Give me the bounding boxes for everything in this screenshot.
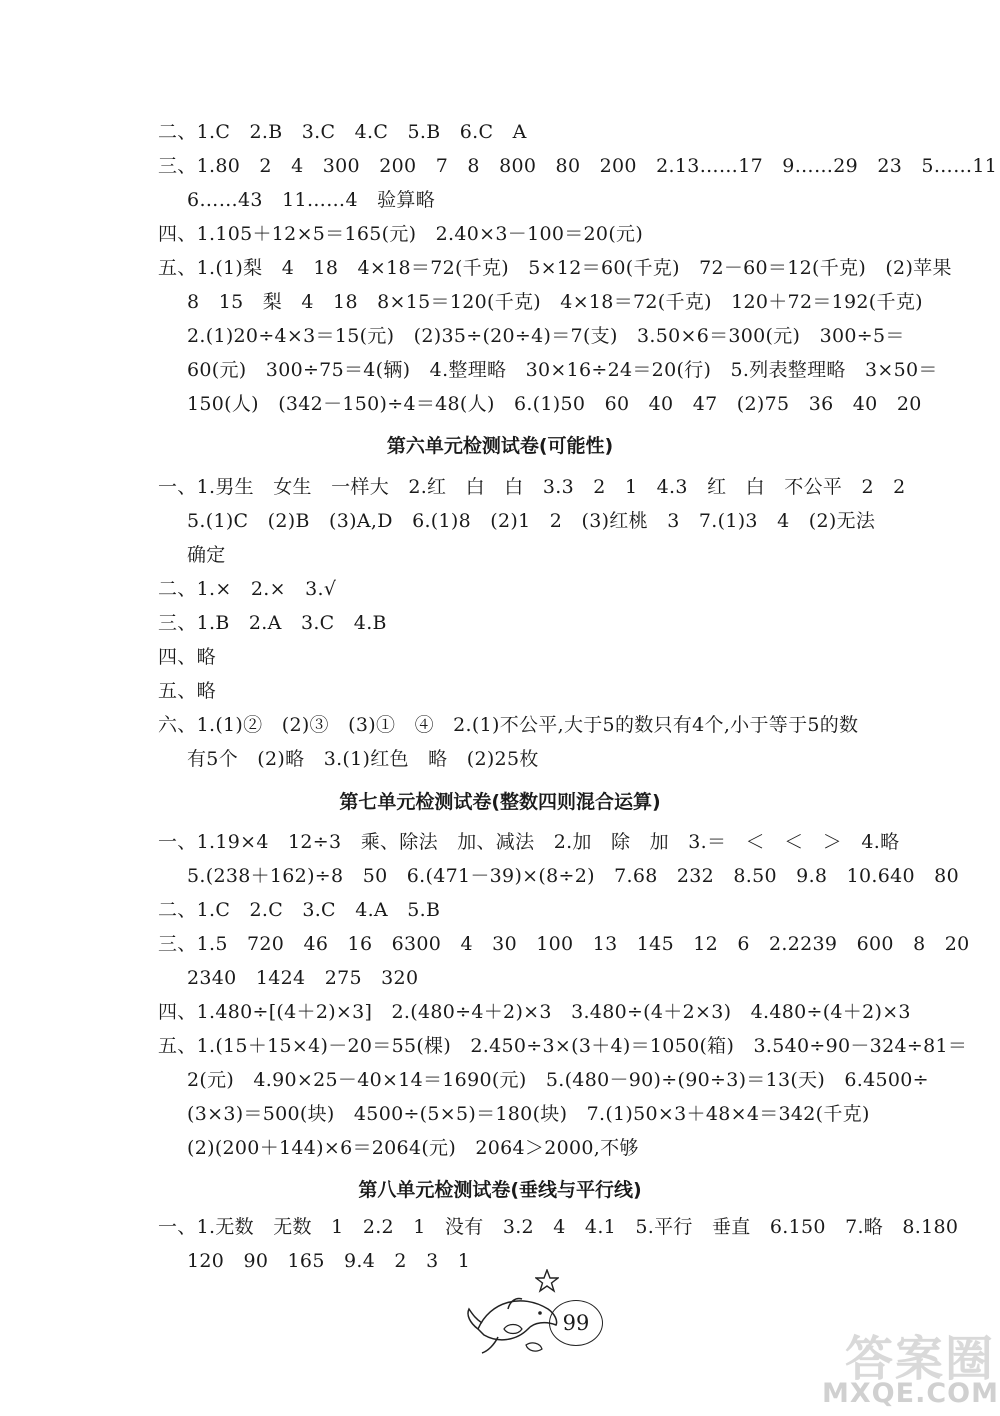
answer-line: (3×3)＝500(块) 4500÷(5×5)＝180(块) 7.(1)50×3＋48×4＝342(千克) <box>187 1103 870 1125</box>
answer-line: 二、1.C 2.C 3.C 4.A 5.B <box>158 899 441 921</box>
star-icon <box>535 1269 559 1293</box>
answer-line: 一、1.无数 无数 1 2.2 1 没有 3.2 4 4.1 5.平行 垂直 6.150 7.略 8.180 <box>158 1216 959 1238</box>
answer-line: 6……43 11……4 验算略 <box>187 189 436 211</box>
answer-line: 120 90 165 9.4 2 3 1 <box>187 1250 471 1272</box>
answer-line: 5.(1)C (2)B (3)A,D 6.(1)8 (2)1 2 (3)红桃 3 7.(1)3 4 (2)无法 <box>187 510 876 532</box>
answer-line: 2340 1424 275 320 <box>187 967 419 989</box>
answer-line: 有5个 (2)略 3.(1)红色 略 (2)25枚 <box>187 748 539 770</box>
answer-line: 三、1.80 2 4 300 200 7 8 800 80 200 2.13……17 9……29 23 5……11 <box>158 155 998 177</box>
answer-line: (2)(200＋144)×6＝2064(元) 2064＞2000,不够 <box>187 1137 639 1159</box>
watermark-logo: 答案圈 <box>845 1331 996 1387</box>
answer-line: 一、1.男生 女生 一样大 2.红 白 白 3.3 2 1 4.3 红 白 不公平 2 2 <box>158 476 906 498</box>
section-heading-unit-6: 第六单元检测试卷(可能性) <box>386 435 614 457</box>
answer-line: 二、1.C 2.B 3.C 4.C 5.B 6.C A <box>158 121 527 143</box>
section-heading-unit-8: 第八单元检测试卷(垂线与平行线) <box>358 1179 642 1201</box>
answer-line: 150(人) (342－150)÷4＝48(人) 6.(1)50 60 40 47 (2)75 36 40 20 <box>187 393 922 415</box>
watermark-url: MXQE.COM <box>822 1378 999 1409</box>
answer-line: 5.(238＋162)÷8 50 6.(471－39)×(8÷2) 7.68 232 8.50 9.8 10.640 80 <box>187 865 959 887</box>
page-number: 99 <box>549 1300 603 1346</box>
answer-line: 三、1.5 720 46 16 6300 4 30 100 13 145 12 6 2.2239 600 8 20 <box>158 933 970 955</box>
answer-line: 2.(1)20÷4×3＝15(元) (2)35÷(20÷4)＝7(支) 3.50×6＝300(元) 300÷5＝ <box>187 325 905 347</box>
section-heading-unit-7: 第七单元检测试卷(整数四则混合运算) <box>339 791 661 813</box>
answer-line: 三、1.B 2.A 3.C 4.B <box>158 612 387 634</box>
answer-line: 四、略 <box>158 646 216 668</box>
answer-line: 确定 <box>187 544 226 566</box>
answer-line: 五、略 <box>158 680 216 702</box>
answer-line: 五、1.(15＋15×4)－20＝55(棵) 2.450÷3×(3＋4)＝1050(箱) 3.540÷90－324÷81＝ <box>158 1035 968 1057</box>
page-footer <box>460 1265 610 1360</box>
answer-line: 四、1.105＋12×5＝165(元) 2.40×3－100＝20(元) <box>158 223 644 245</box>
answer-line: 2(元) 4.90×25－40×14＝1690(元) 5.(480－90)÷(90÷3)＝13(天) 6.4500÷ <box>187 1069 929 1091</box>
answer-line: 四、1.480÷[(4＋2)×3] 2.(480÷4＋2)×3 3.480÷(4＋2×3) 4.480÷(4＋2)×3 <box>158 1001 911 1023</box>
answer-line: 8 15 梨 4 18 8×15＝120(千克) 4×18＝72(千克) 120＋72＝192(千克) <box>187 291 923 313</box>
answer-line: 五、1.(1)梨 4 18 4×18＝72(千克) 5×12＝60(千克) 72－60＝12(千克) (2)苹果 <box>158 257 952 279</box>
answer-line: 一、1.19×4 12÷3 乘、除法 加、减法 2.加 除 加 3.＝ ＜ ＜ ＞ 4.略 <box>158 831 900 853</box>
answer-line: 60(元) 300÷75＝4(辆) 4.整理略 30×16÷24＝20(行) 5.列表整理略 3×50＝ <box>187 359 938 381</box>
answer-line: 二、1.× 2.× 3.√ <box>158 578 337 600</box>
answer-line: 六、1.(1)② (2)③ (3)① ④ 2.(1)不公平,大于5的数只有4个,小于等于5的数 <box>158 714 859 736</box>
